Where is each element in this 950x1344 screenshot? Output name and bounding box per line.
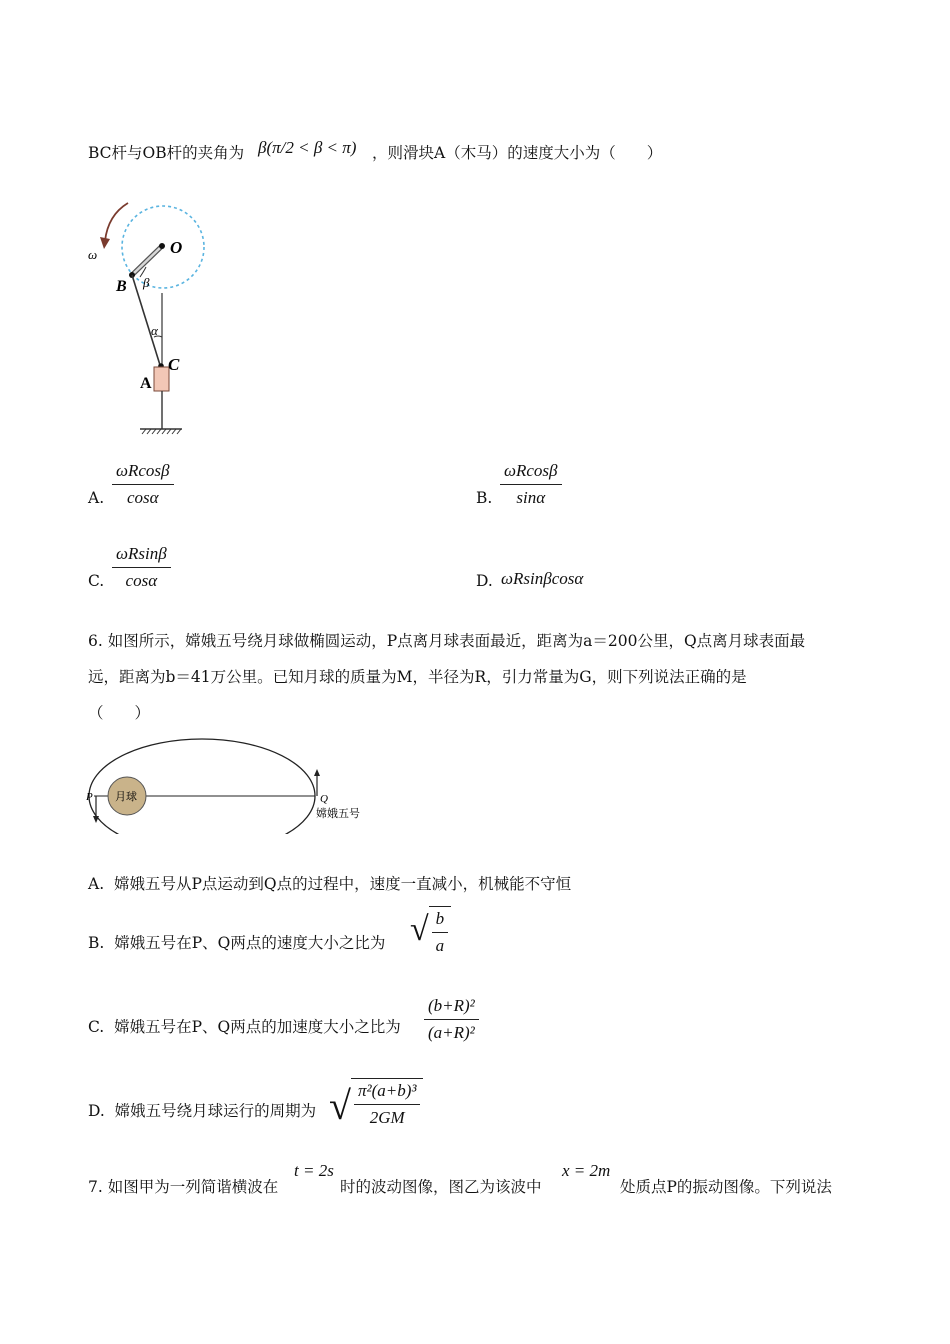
slider-block-a [154, 367, 169, 391]
q5-option-a-fraction [112, 461, 174, 508]
omega-arrow-arc [105, 203, 128, 241]
label-a: A [140, 375, 152, 392]
q5-option-b-numerator: ωRcosβ [500, 461, 562, 485]
q5-option-c-letter: C. [88, 572, 105, 590]
q6-option-b [88, 936, 385, 952]
q6-option-d-radicand [351, 1078, 424, 1134]
q5-stem-prefix: BC杆与OB杆的夹角为 [88, 144, 245, 162]
q-arrowhead [314, 769, 320, 776]
q6-option-b-text: 嫦娥五号在P、Q两点的速度大小之比为 [114, 934, 386, 952]
q7-expr-time: t = 2s [294, 1161, 334, 1180]
q6-option-c-letter: C. [88, 1018, 105, 1036]
q6-option-b-radicand [429, 906, 452, 956]
radical-sign: √ [329, 1083, 351, 1128]
q6-option-b-letter: B. [88, 934, 105, 952]
q6-stem-line2: 远，距离为b＝41万公里。已知月球的质量为M，半径为R，引力常量为G，则下列说法正确的是 [88, 668, 747, 686]
q6-stem-line3: （ ） [88, 704, 151, 722]
q5-mechanism-figure [80, 195, 220, 440]
q6-option-b-sqrt [410, 906, 451, 956]
q5-option-a-denominator: cosα [126, 488, 159, 507]
label-moon: 月球 [115, 790, 137, 803]
q5-option-a-letter: A. [88, 489, 105, 507]
label-b: B [116, 278, 127, 295]
q6-option-c-numerator: (b+R)² [424, 996, 479, 1020]
q6-option-c-text: 嫦娥五号在P、Q两点的加速度大小之比为 [114, 1018, 401, 1036]
q6-option-a-letter: A. [88, 875, 105, 893]
q7-stem-part3: 处质点P的振动图像。下列说法 [620, 1178, 832, 1196]
p-arrowhead [93, 816, 99, 823]
q6-stem-line1: 6. 如图所示，嫦娥五号绕月球做椭圆运动，P点离月球表面最近，距离为a＝200公里，Q点离月球表面最 [88, 632, 806, 650]
omega-arrowhead [100, 237, 110, 249]
q6-option-c-denominator: (a+R)² [428, 1023, 475, 1042]
label-p: P [86, 791, 93, 803]
q7-expr-position: x = 2m [562, 1161, 611, 1180]
pivot-o [159, 243, 165, 249]
q6-option-b-numerator: b [432, 909, 449, 933]
q5-beta-range [258, 120, 356, 158]
q6-option-c-fraction [424, 996, 479, 1043]
q5-option-d-expr: ωRsinβcosα [501, 569, 584, 588]
q5-option-c-numerator: ωRsinβ [112, 544, 171, 568]
q5-option-d-letter: D. [476, 572, 493, 590]
q6-option-d-sqrt [329, 1078, 423, 1134]
label-omega: ω [88, 247, 98, 262]
label-beta: β [143, 275, 150, 290]
q5-beta-expr: β(π/2 < β < π) [258, 138, 357, 157]
radical-sign: √ [410, 911, 429, 948]
q5-option-c-denominator: cosα [125, 571, 158, 590]
ob-rod-highlight [132, 246, 162, 275]
label-probe: 嫦娥五号 [316, 807, 360, 820]
q6-option-d-denominator: 2GM [369, 1108, 405, 1127]
q6-option-a-text: 嫦娥五号从P点运动到Q点的过程中，速度一直减小，机械能不守恒 [113, 875, 572, 893]
q6-option-d-text: 嫦娥五号绕月球运行的周期为 [114, 1102, 317, 1120]
q6-option-d-fraction [354, 1081, 421, 1128]
q6-option-b-denominator: a [435, 936, 445, 955]
q6-option-d-numerator: π²(a+b)³ [354, 1081, 421, 1105]
q6-option-c [88, 1020, 401, 1036]
label-c: C [168, 355, 180, 374]
q6-option-d-letter: D. [88, 1102, 105, 1120]
q5-option-b-denominator: sinα [516, 488, 546, 507]
q6-option-a [88, 877, 571, 893]
q5-stem-suffix: ，则滑块A（木马）的速度大小为（ ） [372, 144, 663, 162]
label-q: Q [320, 793, 328, 805]
ground-hatch [142, 429, 181, 434]
q5-option-b-fraction [500, 461, 562, 508]
q6-orbit-figure [84, 734, 374, 834]
q5-option-b-letter: B. [476, 489, 493, 507]
q5-option-c-fraction [112, 544, 171, 591]
q5-option-a-numerator: ωRcosβ [112, 461, 174, 485]
q7-stem-part2: 时的波动图像，图乙为该波中 [340, 1178, 542, 1196]
q6-option-d [88, 1104, 316, 1120]
q6-option-b-fraction [432, 909, 449, 956]
label-alpha: α [151, 323, 158, 338]
label-o: O [170, 238, 183, 257]
q7-stem-part1: 7. 如图甲为一列简谐横波在 [88, 1178, 279, 1196]
